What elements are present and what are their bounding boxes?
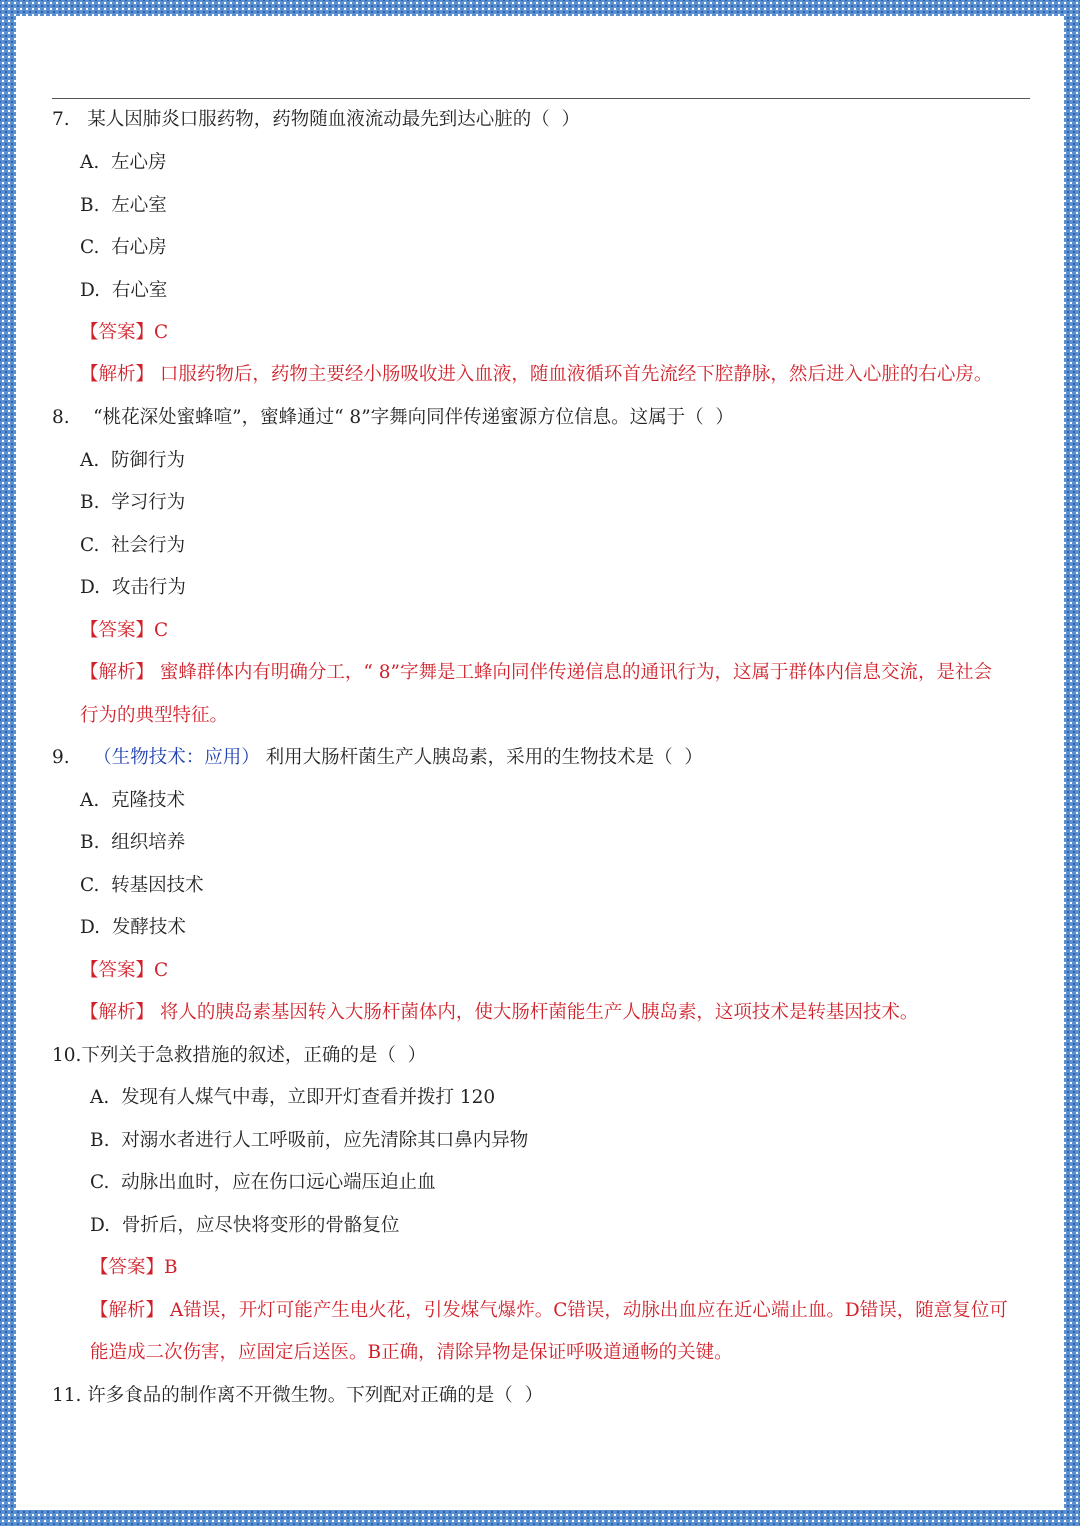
q9-option-c: C. 转基因技术 [80,875,204,896]
q8-stem: 8. “桃花深处蜜蜂喧”，蜜蜂通过“ 8”字舞向同伴传递蜜源方位信息。这属于（ ） [52,407,734,428]
q10-option-a: A. 发现有人煤气中毒，立即开灯查看并拨打 120 [90,1087,496,1108]
q8-analysis-text-2: 行为的典型特征。 [80,705,229,726]
q9-number: 9. [52,747,70,768]
q7-option-c: C. 右心房 [80,237,167,258]
q7-option-d: D. 右心室 [80,280,168,301]
q8-analysis-text-1: 蜜蜂群体内有明确分工，“ 8”字舞是工蜂向同伴传递信息的通讯行为，这属于群体内信息交流，是社会 [159,662,992,683]
q11-stem: 11. 许多食品的制作离不开微生物。下列配对正确的是（ ） [52,1385,544,1406]
q10-option-b: B. 对溺水者进行人工呼吸前，应先清除其口鼻内异物 [90,1130,529,1151]
q8-option-b: B. 学习行为 [80,492,186,513]
q10-option-c: C. 动脉出血时，应在伤口远心端压迫止血 [90,1172,436,1193]
q7-answer: 【答案】C [80,322,169,343]
q7-analysis-text: 口服药物后，药物主要经小肠吸收进入血液，随血液循环首先流经下腔静脉，然后进入心脏的右心房。 [159,364,993,385]
q10-answer: 【答案】B [90,1257,178,1278]
q9-analysis-label: 【解析】 [80,1002,155,1023]
q9-option-b: B. 组织培养 [80,832,186,853]
q7-option-a: A. 左心房 [80,152,167,173]
q7-option-b: B. 左心室 [80,195,167,216]
q8-analysis-label: 【解析】 [80,662,155,683]
q8-answer: 【答案】C [80,620,169,641]
q8-option-a: A. 防御行为 [80,450,186,471]
q8-analysis [80,660,992,686]
q10-stem: 10.下列关于急救措施的叙述，正确的是（ ） [52,1045,427,1066]
q8-option-d: D. 攻击行为 [80,577,186,598]
q7-analysis [80,362,992,388]
header-rule [52,98,1030,99]
q9-analysis-text: 将人的胰岛素基因转入大肠杆菌体内，使大肠杆菌能生产人胰岛素，这项技术是转基因技术。 [159,1002,919,1023]
q10-analysis [90,1298,1008,1324]
q9-stem-line [52,745,703,771]
q10-option-d: D. 骨折后，应尽快将变形的骨骼复位 [90,1215,400,1236]
q9-answer: 【答案】C [80,960,169,981]
q9-stem: 利用大肠杆菌生产人胰岛素，采用的生物技术是（ ） [265,747,703,768]
exam-page [16,16,1064,1510]
q7-stem: 7. 某人因肺炎口服药物，药物随血液流动最先到达心脏的（ ） [52,109,581,130]
q9-topic-tag: （生物技术：应用） [93,747,260,768]
q7-analysis-label: 【解析】 [80,364,155,385]
q9-option-a: A. 克隆技术 [80,790,186,811]
q10-analysis-label: 【解析】 [90,1300,165,1321]
q10-analysis-text-2: 能造成二次伤害，应固定后送医。B正确，清除异物是保证呼吸道通畅的关键。 [90,1342,733,1363]
q8-option-c: C. 社会行为 [80,535,186,556]
q9-option-d: D. 发酵技术 [80,917,186,938]
q10-analysis-text-1: A错误，开灯可能产生电火花，引发煤气爆炸。C错误，动脉出血应在近心端止血。D错误，随意复位可 [169,1300,1008,1321]
q9-analysis [80,1000,918,1026]
